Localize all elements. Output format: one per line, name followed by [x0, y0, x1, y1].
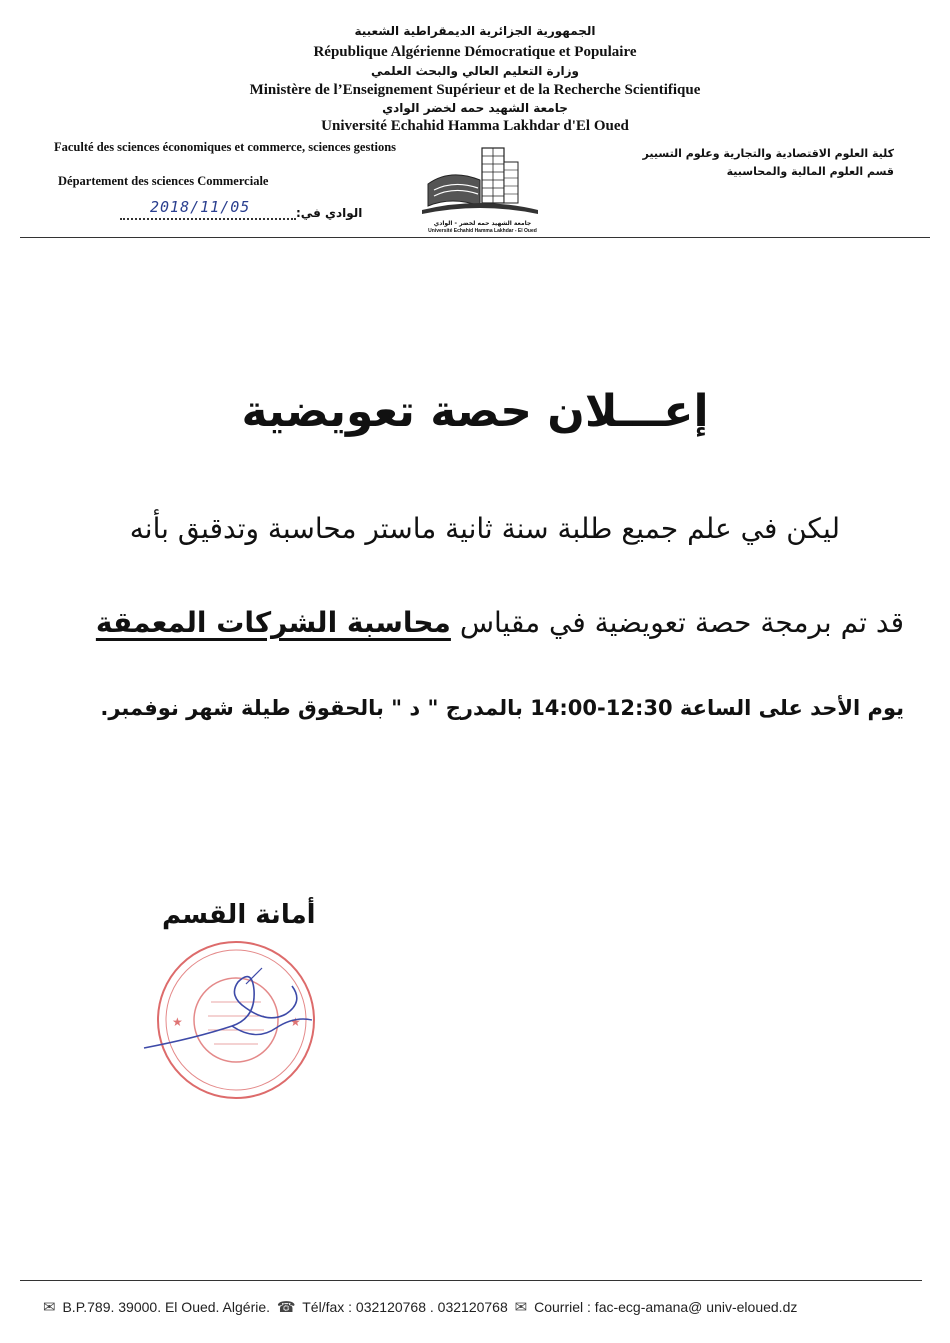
announcement-title: إعـــلان حصة تعويضية — [241, 386, 709, 437]
faculty-ar: كلية العلوم الاقتصادية والتجارية وعلوم التسيير — [642, 147, 894, 160]
university-ar: جامعة الشهيد حمه لخضر الوادي — [382, 101, 568, 115]
date-label: الوادي في: — [296, 206, 363, 220]
announcement-line-2 — [96, 606, 904, 639]
course-subject: محاسبة الشركات المعمقة — [95, 606, 451, 639]
telephone-icon: ☎ — [276, 1299, 296, 1316]
stamp-seal-icon — [136, 920, 326, 1110]
logo-caption-ar: جامعة الشهيد حمه لخضر - الوادي — [433, 220, 532, 227]
ministry-ar: وزارة التعليم العالي والبحث العلمي — [370, 64, 580, 78]
footer-telfax: Tél/fax : 032120768 . 032120768 — [302, 1299, 508, 1315]
announcement-line-2-prefix: قد تم برمجة حصة تعويضية في مقياس — [459, 606, 904, 639]
faculty-fr: Faculté des sciences économiques et commerce, sciences gestions — [54, 140, 397, 154]
date-value: 2018/11/05 — [150, 198, 251, 216]
header-divider — [20, 237, 930, 238]
announcement-line-1: ليكن في علم جميع طلبة سنة ثانية ماستر محاسبة وتدقيق بأنه — [129, 512, 840, 545]
svg-text:★: ★ — [172, 1015, 183, 1029]
university-fr: Université Echahid Hamma Lakhdar d'El Oued — [321, 118, 629, 134]
footer-address: B.P.789. 39000. El Oued. Algérie. — [62, 1299, 271, 1315]
email-icon: ✉ — [514, 1299, 528, 1316]
university-logo — [420, 140, 545, 236]
official-stamp — [136, 920, 326, 1110]
republic-fr: République Algérienne Démocratique et Populaire — [313, 44, 637, 60]
footer-divider — [20, 1280, 922, 1281]
footer-contact — [40, 1298, 797, 1316]
department-fr: Département des sciences Commerciale — [58, 174, 269, 188]
logo-caption-fr: Université Echahid Hamma Lakhdar - El Oued — [428, 228, 537, 234]
department-ar: قسم العلوم المالية والمحاسبية — [726, 165, 894, 178]
announcement-line-3: يوم الأحد على الساعة 12:30-14:00 بالمدرج " د " بالحقوق طيلة شهر نوفمبر. — [100, 696, 904, 720]
mail-icon: ✉ — [43, 1299, 56, 1316]
svg-text:★: ★ — [290, 1015, 301, 1029]
signature-title: أمانة القسم — [162, 900, 316, 930]
date-dotted-line — [120, 218, 296, 220]
ministry-fr: Ministère de l’Enseignement Supérieur et de la Recherche Scientifique — [249, 82, 701, 98]
footer-email: Courriel : fac-ecg-amana@ univ-eloued.dz — [534, 1299, 798, 1315]
republic-ar: الجمهورية الجزائرية الديمقراطية الشعبية — [354, 24, 596, 38]
